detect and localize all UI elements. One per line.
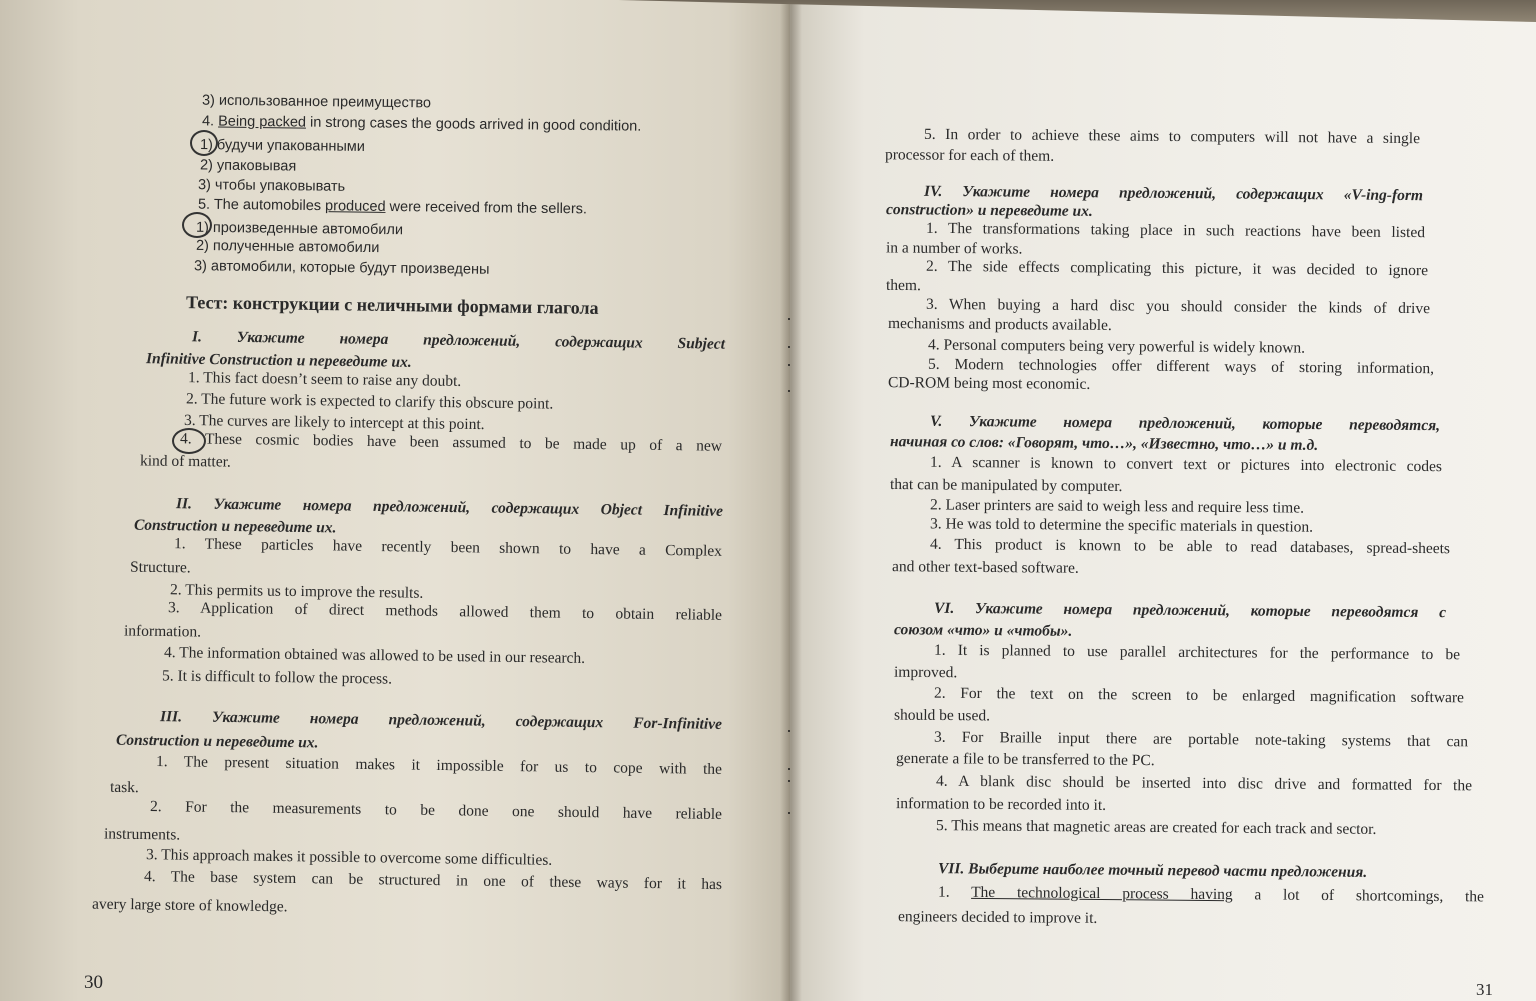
answer-circle-mark: [172, 428, 206, 454]
section-heading: V. Укажите номера предложений, которые переводятся,: [929, 412, 1441, 435]
exercise-sentence: 5. It is difficult to follow the process.: [161, 667, 393, 688]
book-spine-shadow: [780, 0, 802, 1001]
exercise-sentence: 2. This permits us to improve the results.: [169, 581, 424, 602]
question-number: 4.: [201, 113, 219, 130]
exercise-sentence: 1. The present situation makes it impossible for us to cope with the: [155, 753, 723, 778]
exercise-sentence: mechanisms and products available.: [887, 315, 1112, 334]
answer-option: 3) автомобили, которые будут произведены: [193, 258, 490, 278]
section-heading: начиная со слов: «Говорят, что…», «Известно, что…» и т.д.: [889, 433, 1319, 454]
answer-option: 2) полученные автомобили: [195, 237, 380, 257]
exercise-sentence: 2. The future work is expected to clarify this obscure point.: [185, 390, 554, 413]
exercise-sentence: improved.: [893, 663, 958, 682]
exercise-sentence: processor for each of them.: [884, 146, 1055, 165]
exercise-sentence: instruments.: [103, 825, 181, 844]
exercise-sentence: 2. The side effects complicating this picture, it was decided to ignore: [925, 257, 1429, 280]
exercise-sentence: kind of matter.: [139, 452, 231, 471]
exercise-sentence: information.: [123, 622, 202, 641]
answer-option: 3) использованное преимущество: [201, 92, 432, 112]
exercise-sentence: that can be manipulated by computer.: [889, 475, 1123, 496]
exercise-sentence: 3. This approach makes it possible to overcome some difficulties.: [145, 846, 553, 869]
exercise-sentence: 2. Laser printers are said to weigh less and require less time.: [929, 496, 1305, 517]
exercise-sentence: engineers decided to improve it.: [897, 908, 1098, 927]
exercise-sentence: 3. When buying a hard disc you should consider the kinds of drive: [925, 295, 1431, 318]
exercise-sentence: 5. In order to achieve these aims to computers will not have a single: [923, 125, 1421, 148]
underlined-phrase: The technological process having: [971, 883, 1233, 904]
answer-option: 3) чтобы упаковывать: [197, 177, 346, 195]
underlined-phrase: Being packed: [218, 113, 307, 131]
exercise-sentence: 4. The information obtained was allowed to be used in our research.: [163, 644, 586, 667]
exercise-sentence: 2. For the text on the screen to be enlarged magnification software: [933, 684, 1465, 707]
exercise-sentence: 3. Application of direct methods allowed them to obtain reliable: [167, 599, 723, 624]
section-heading: IV. Укажите номера предложений, содержащих «V-ing-form: [923, 182, 1424, 205]
exercise-sentence: 1. These particles have recently been shown to have a Complex: [173, 535, 723, 560]
test-title: Тест: конструкции с неличными формами глагола: [185, 292, 599, 318]
right-page: [790, 0, 1536, 1001]
answer-option: 1) будучи упакованными: [199, 136, 366, 156]
exercise-sentence: 4. A blank disc should be inserted into disc drive and formatted for the: [935, 772, 1473, 795]
section-heading: союзом «что» и «чтобы».: [893, 621, 1073, 640]
question-number: 5. The automobiles: [197, 196, 326, 215]
underlined-phrase: produced: [325, 198, 386, 215]
question-line: [198, 195, 587, 220]
exercise-sentence: 3. For Braille input there are portable note-taking systems that can: [933, 728, 1469, 751]
section-heading: VI. Укажите номера предложений, которые переводятся с: [933, 599, 1447, 622]
exercise-sentence: in a number of works.: [885, 239, 1023, 258]
section-heading: Construction и переведите их.: [133, 516, 337, 537]
section-heading: I. Укажите номера предложений, содержащих Subject: [191, 328, 726, 353]
exercise-sentence: 5. Modern technologies offer different ways of storing information,: [927, 355, 1435, 378]
exercise-sentence: 5. This means that magnetic areas are created for each track and sector.: [935, 817, 1377, 838]
exercise-sentence: them.: [885, 276, 921, 295]
exercise-sentence: 1. A scanner is known to convert text or pictures into electronic codes: [929, 453, 1443, 476]
section-heading: III. Укажите номера предложений, содержащих For-Infinitive: [159, 708, 723, 733]
exercise-sentence: 4. The base system can be structured in one of these ways for it has: [143, 867, 723, 894]
question-line: [938, 883, 1484, 908]
answer-option: 1) произведенные автомобили: [195, 219, 404, 239]
exercise-sentence: 4. This product is known to be able to read databases, spread-sheets: [929, 535, 1451, 558]
exercise-sentence: 4. These cosmic bodies have been assumed to be made up of a new: [179, 430, 723, 455]
exercise-sentence: 2. For the measurements to be done one should have reliable: [149, 798, 723, 823]
exercise-sentence: task.: [109, 778, 139, 797]
exercise-sentence: 1. It is planned to use parallel architectures for the performance to be: [933, 641, 1461, 664]
exercise-sentence: information to be recorded into it.: [895, 795, 1107, 814]
page-number: 31: [1476, 980, 1493, 999]
exercise-sentence: and other text-based software.: [891, 558, 1079, 577]
question-rest: a lot of shortcomings, the: [1232, 886, 1485, 906]
exercise-sentence: 3. The curves are likely to intercept at this point.: [183, 411, 485, 434]
section-heading: II. Укажите номера предложений, содержащих Object Infinitive: [175, 495, 724, 520]
answer-option: 2) упаковывая: [199, 157, 297, 175]
answer-circle-mark: [190, 130, 218, 156]
exercise-sentence: Structure.: [129, 558, 191, 577]
section-heading: Infinitive Construction и переведите их.: [145, 350, 412, 371]
exercise-sentence: CD-ROM being most economic.: [887, 374, 1091, 393]
page-number: 30: [84, 972, 103, 993]
exercise-sentence: 1. The transformations taking place in such reactions have been listed: [925, 219, 1426, 242]
exercise-sentence: 4. Personal computers being very powerful is widely known.: [927, 336, 1306, 357]
exercise-sentence: 1. This fact doesn’t seem to raise any doubt.: [187, 369, 462, 390]
exercise-sentence: 3. He was told to determine the specific materials in question.: [929, 515, 1314, 536]
exercise-sentence: should be used.: [893, 706, 991, 725]
section-heading: Construction и переведите их.: [115, 731, 319, 752]
section-heading: VII. Выберите наиболее точный перевод части предложения.: [937, 860, 1368, 881]
section-heading: construction» и переведите их.: [885, 201, 1093, 220]
question-rest: were received from the sellers.: [385, 198, 588, 218]
exercise-sentence: generate a file to be transferred to the PC.: [895, 749, 1155, 770]
question-line: [202, 111, 642, 136]
exercise-sentence: avery large store of knowledge.: [91, 895, 288, 916]
question-number: 1.: [937, 883, 972, 901]
answer-circle-mark: [182, 212, 212, 238]
question-rest: in strong cases the goods arrived in good condition.: [305, 114, 642, 135]
